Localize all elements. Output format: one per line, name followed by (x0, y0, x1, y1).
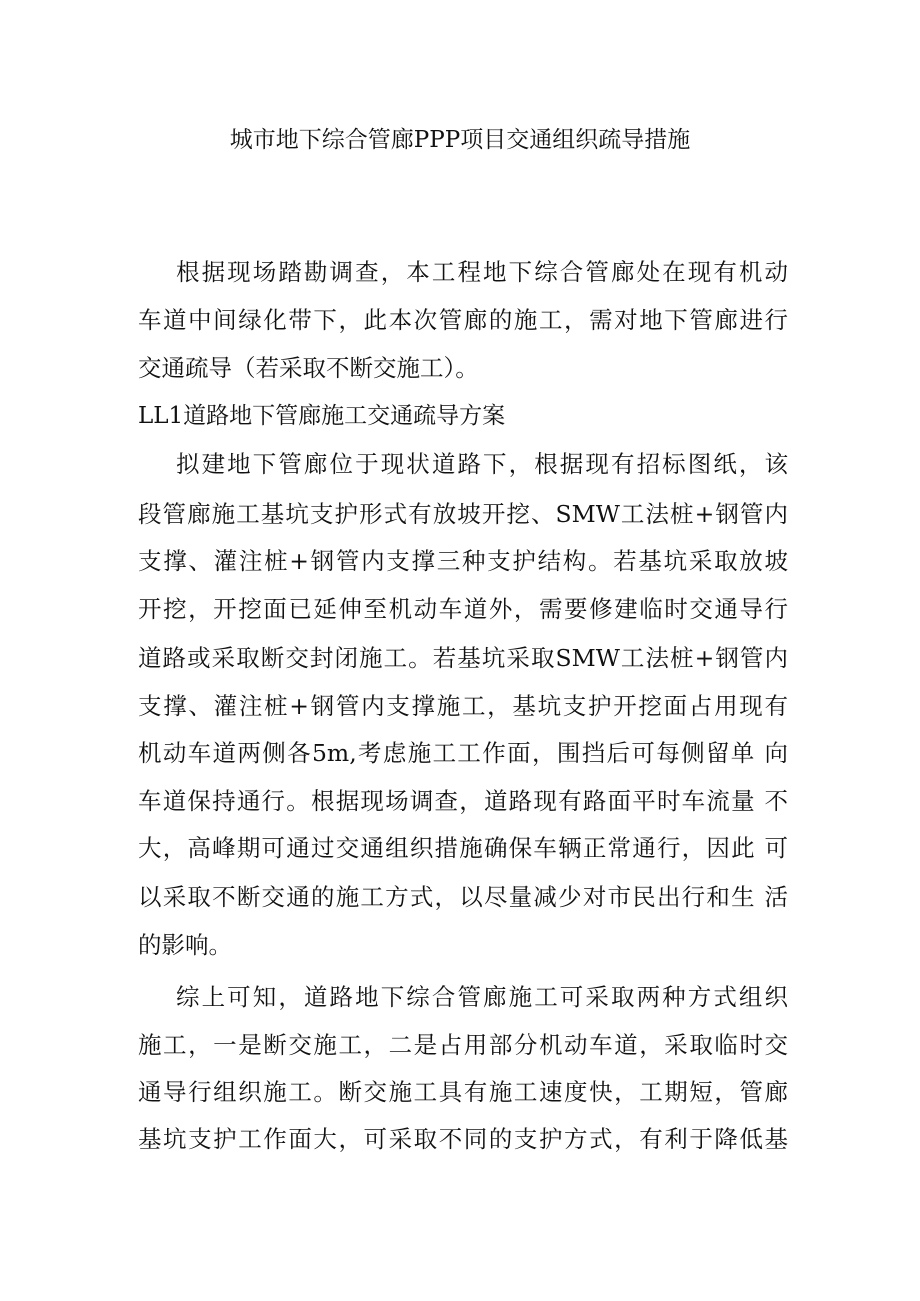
paragraph-2-line-7: 机动车道两侧各5m,考虑施工工作面，围挡后可每侧留单 向 (138, 739, 788, 767)
paragraph-3-line-2: 施工，一是断交施工，二是占用部分机动车道，采取临时交 (138, 1031, 788, 1059)
paragraph-2-line-10: 以采取不断交通的施工方式，以尽量减少对市民出行和生 活 (138, 883, 788, 911)
paragraph-2-line-4: 开挖，开挖面已延伸至机动车道外，需要修建临时交通导行 (138, 595, 788, 623)
paragraph-2-line-9: 大，高峰期可通过交通组织措施确保车辆正常通行，因此 可 (138, 834, 788, 862)
paragraph-1-line-3: 交通疏导（若采取不断交施工）。 (138, 354, 479, 382)
paragraph-1-line-2: 车道中间绿化带下，此本次管廊的施工，需对地下管廊进行 (138, 306, 788, 334)
paragraph-3-line-4: 基坑支护工作面大，可采取不同的支护方式，有利于降低基 (138, 1125, 788, 1153)
paragraph-2-line-3: 支撑、灌注桩+钢管内支撑三种支护结构。若基坑采取放坡 (138, 547, 788, 575)
paragraph-2-line-2: 段管廊施工基坑支护形式有放坡开挖、SMW工法桩+钢管内 (138, 500, 788, 528)
section-heading: LL1道路地下管廊施工交通疏导方案 (138, 403, 506, 429)
paragraph-2-line-8: 车道保持通行。根据现场调查，道路现有路面平时车流量 不 (138, 787, 788, 815)
document-title: 城市地下综合管廊PPP项目交通组织疏导措施 (229, 127, 691, 153)
paragraph-3-line-3: 通导行组织施工。断交施工具有施工速度快，工期短，管廊 (138, 1078, 788, 1106)
paragraph-1-line-1: 根据现场踏勘调查，本工程地下综合管廊处在现有机动 (176, 258, 788, 286)
paragraph-2-line-11: 的影响。 (138, 931, 232, 959)
paragraph-2-line-5: 道路或采取断交封闭施工。若基坑采取SMW工法桩+钢管内 (138, 644, 788, 672)
paragraph-2-line-6: 支撑、灌注桩+钢管内支撑施工，基坑支护开挖面占用现有 (138, 692, 788, 720)
paragraph-2-line-1: 拟建地下管廊位于现状道路下，根据现有招标图纸，该 (176, 450, 788, 478)
paragraph-3-line-1: 综上可知，道路地下综合管廊施工可采取两种方式组织 (176, 983, 788, 1011)
